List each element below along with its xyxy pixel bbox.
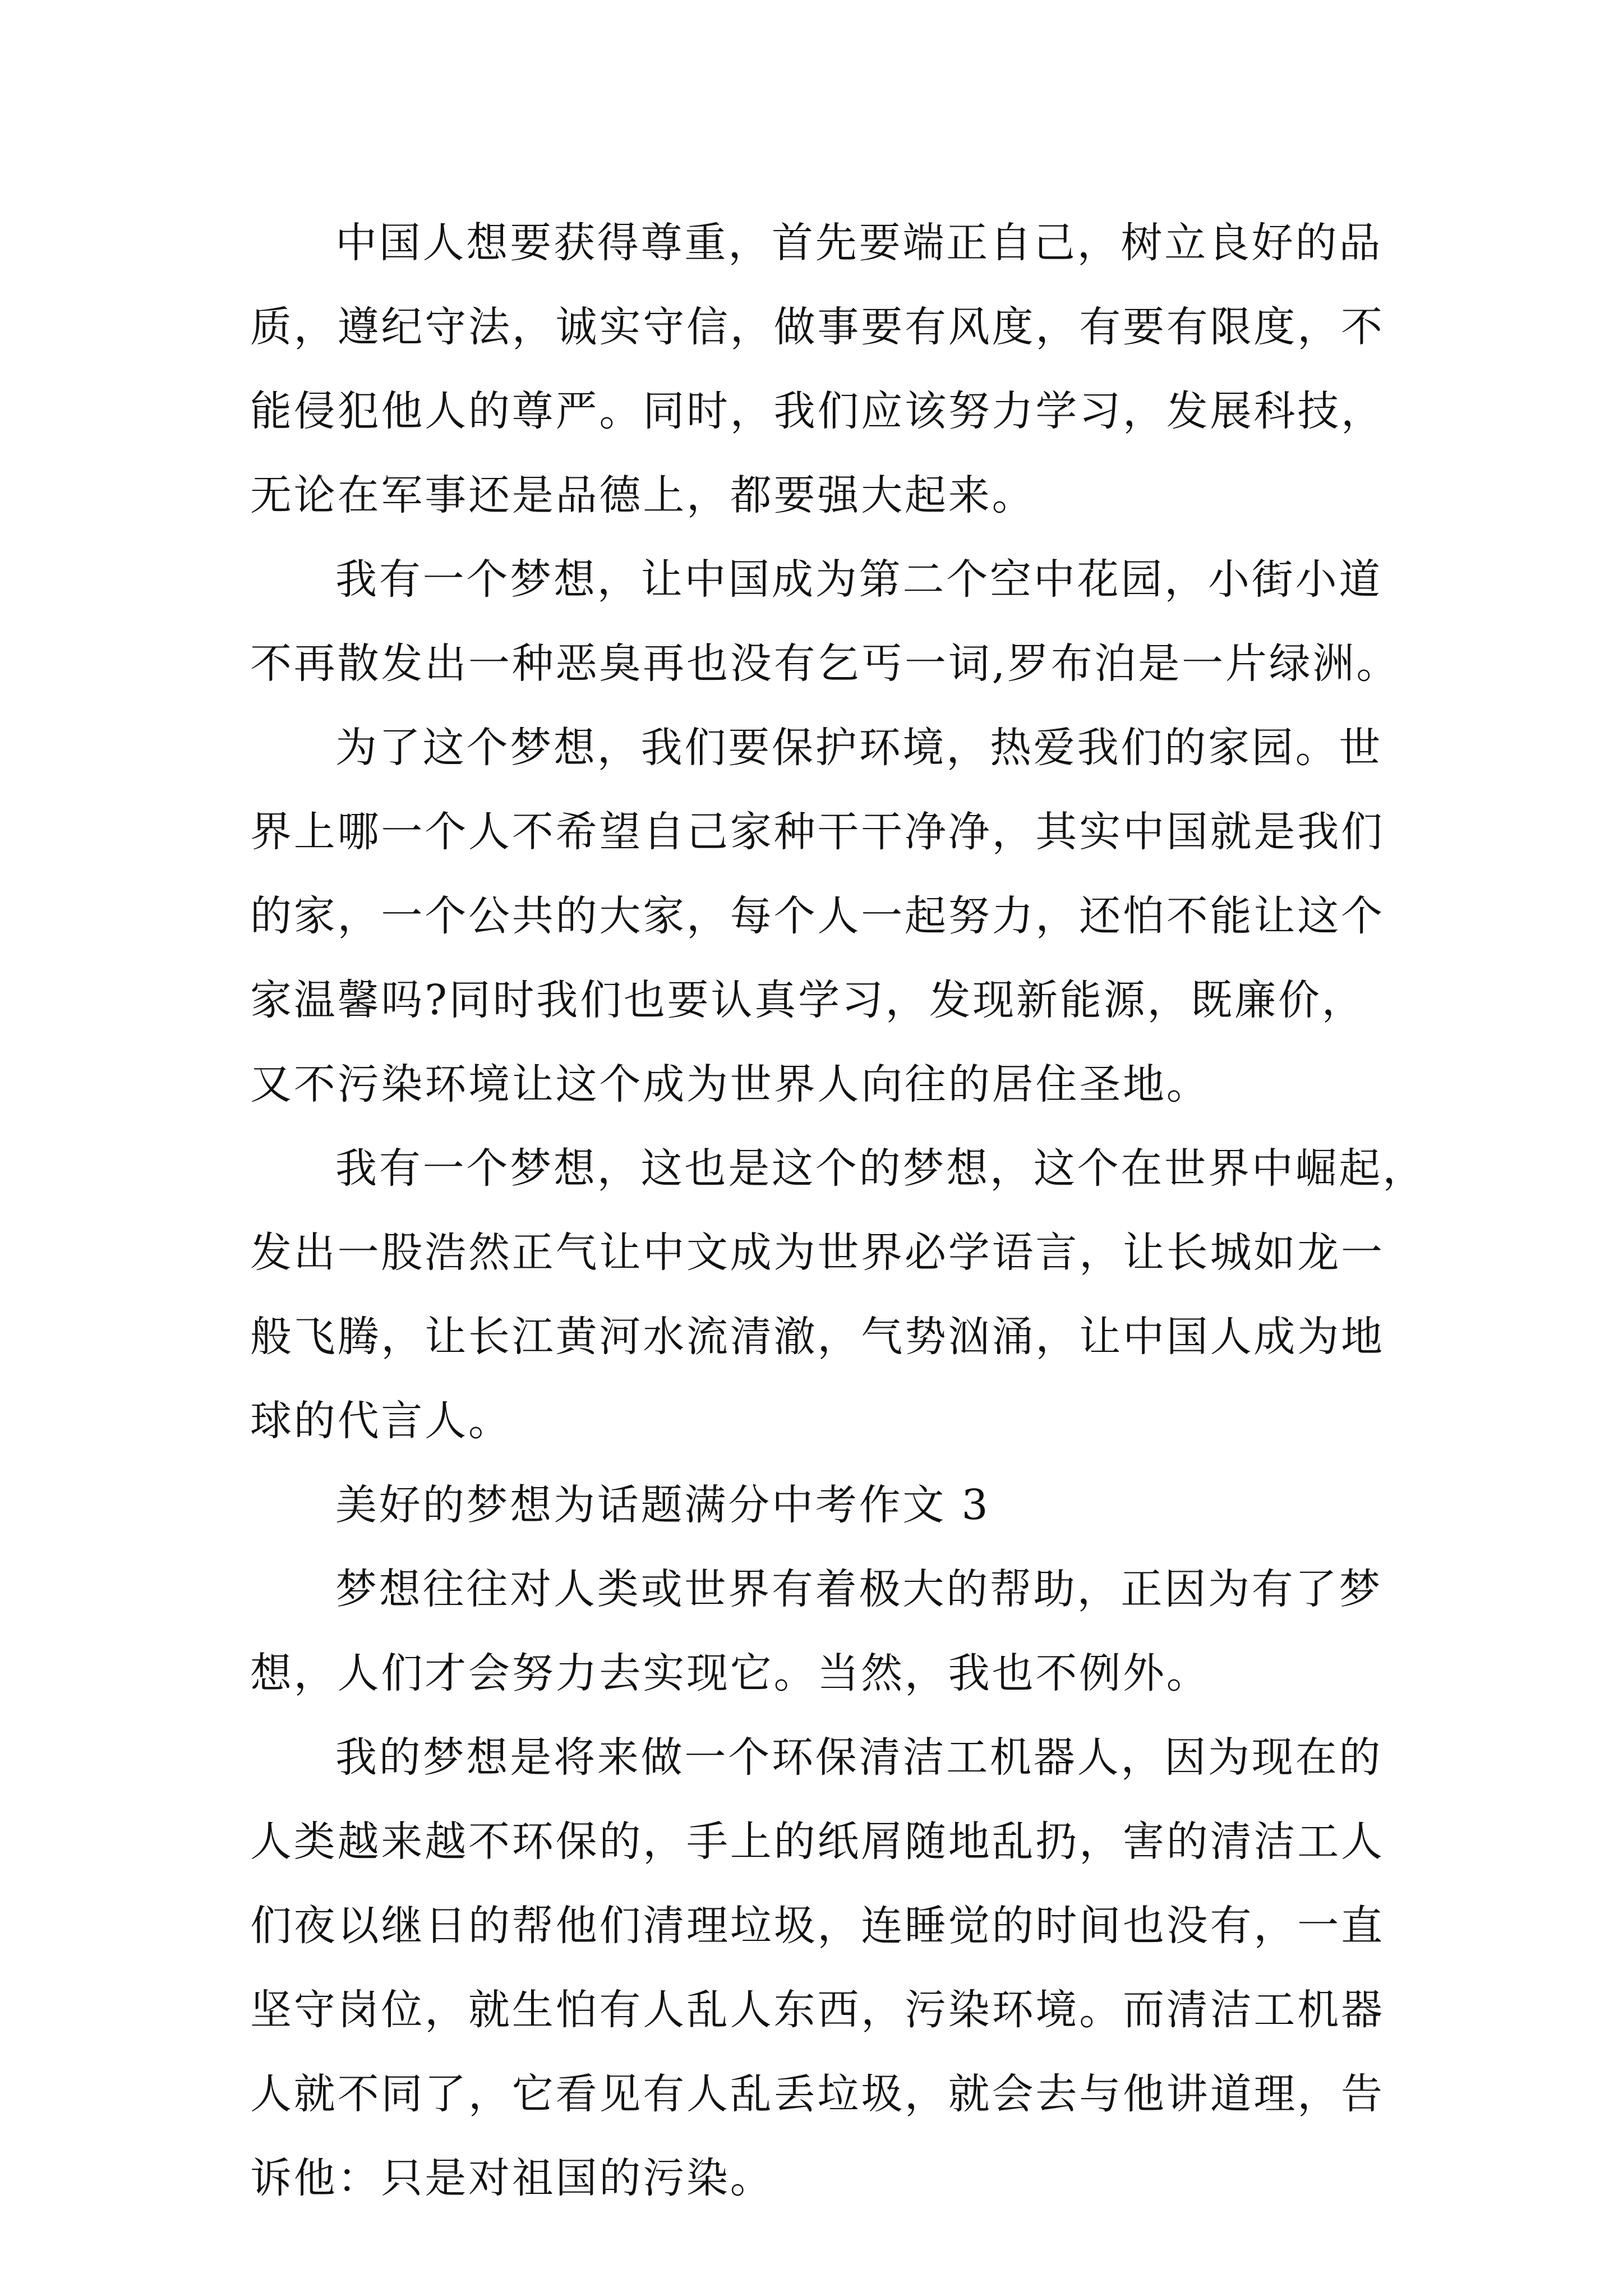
paragraph-4-line-3: 般飞腾，让长江黄河水流清澈，气势汹涌，让中国人成为地 (250, 1313, 1385, 1361)
paragraph-1-line-1: 中国人想要获得尊重，首先要端正自己，树立良好的品 (335, 219, 1383, 267)
paragraph-1-line-4: 无论在军事还是品德上，都要强大起来。 (250, 471, 1036, 519)
section-heading: 美好的梦想为话题满分中考作文 3 (335, 1481, 990, 1529)
paragraph-6-line-2: 想，人们才会努力去实现它。当然，我也不例外。 (250, 1649, 1210, 1697)
paragraph-3-line-1: 为了这个梦想，我们要保护环境，热爱我们的家园。世 (335, 724, 1383, 772)
paragraph-1-line-2: 质，遵纪守法，诚实守信，做事要有风度，有要有限度，不 (250, 303, 1385, 351)
paragraph-3-line-5: 又不污染环境让这个成为世界人向往的居住圣地。 (250, 1060, 1210, 1108)
paragraph-7-line-6: 诉他：只是对祖国的污染。 (250, 2154, 774, 2202)
paragraph-7-line-5: 人就不同了，它看见有人乱丢垃圾，就会去与他讲道理，告 (250, 2070, 1385, 2118)
paragraph-2-line-1: 我有一个梦想，让中国成为第二个空中花园，小街小道 (335, 555, 1383, 604)
paragraph-6-line-1: 梦想往往对人类或世界有着极大的帮助，正因为有了梦 (335, 1565, 1383, 1613)
paragraph-2-line-2: 不再散发出一种恶臭再也没有乞丐一词,罗布泊是一片绿洲。 (250, 639, 1400, 688)
paragraph-3-line-2: 界上哪一个人不希望自己家种干干净净，其实中国就是我们 (250, 808, 1385, 856)
paragraph-3-line-4: 家温馨吗?同时我们也要认真学习，发现新能源，既廉价， (250, 976, 1366, 1024)
paragraph-1-line-3: 能侵犯他人的尊严。同时，我们应该努力学习，发展科技， (250, 387, 1385, 435)
paragraph-4-line-1: 我有一个梦想，这也是这个的梦想，这个在世界中崛起， (335, 1144, 1426, 1193)
paragraph-7-line-1: 我的梦想是将来做一个环保清洁工机器人，因为现在的 (335, 1733, 1383, 1782)
paragraph-4-line-4: 球的代言人。 (250, 1397, 512, 1445)
paragraph-3-line-3: 的家，一个公共的大家，每个人一起努力，还怕不能让这个 (250, 892, 1385, 940)
paragraph-7-line-3: 们夜以继日的帮他们清理垃圾，连睡觉的时间也没有，一直 (250, 1902, 1385, 1950)
paragraph-7-line-4: 坚守岗位，就生怕有人乱人东西，污染环境。而清洁工机器 (250, 1986, 1385, 2034)
paragraph-7-line-2: 人类越来越不环保的，手上的纸屑随地乱扔，害的清洁工人 (250, 1818, 1385, 1866)
paragraph-4-line-2: 发出一股浩然正气让中文成为世界必学语言，让长城如龙一 (250, 1228, 1385, 1277)
